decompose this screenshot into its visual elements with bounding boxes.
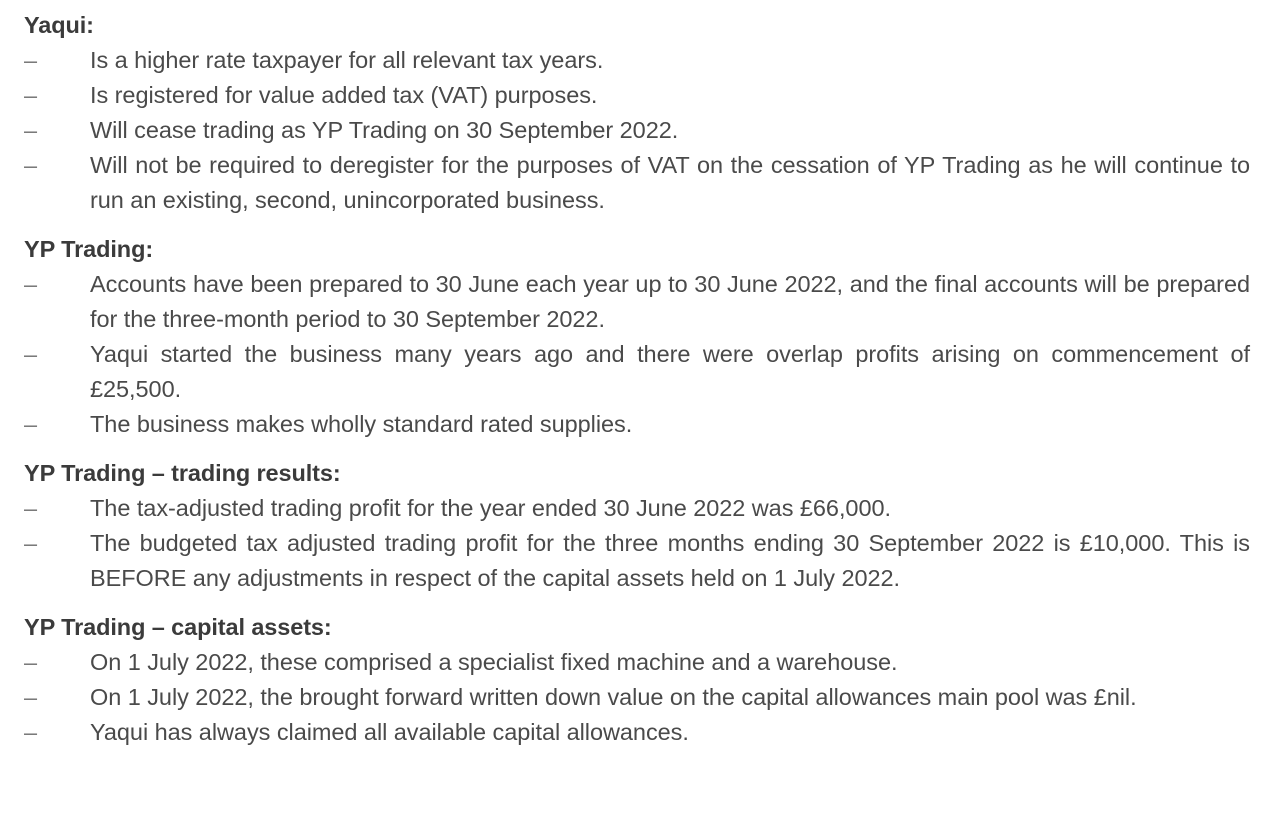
bullet-text: The business makes wholly standard rated supplies. <box>90 411 633 437</box>
bullet-dash-icon: – <box>24 47 38 73</box>
bullet-item <box>24 43 1250 78</box>
section-heading: YP Trading – trading results: <box>24 460 341 486</box>
bullet-item <box>24 113 1250 148</box>
bullet-text: The tax-adjusted trading profit for the year ended 30 June 2022 was £66,000. <box>90 495 891 521</box>
bullet-item <box>24 337 1250 407</box>
bullet-text: Yaqui has always claimed all available capital allowances. <box>90 719 689 745</box>
bullet-item <box>24 267 1250 337</box>
bullet-text: Will cease trading as YP Trading on 30 September 2022. <box>90 117 679 143</box>
bullet-dash-icon: – <box>24 719 38 745</box>
bullet-text: Is a higher rate taxpayer for all relevant tax years. <box>90 47 604 73</box>
section-heading: YP Trading – capital assets: <box>24 614 332 640</box>
bullet-dash-icon: – <box>24 684 38 710</box>
bullet-text: Yaqui started the business many years ago and there were overlap profits arising on commencement of £25,500. <box>90 341 1250 402</box>
bullet-text: The budgeted tax adjusted trading profit for the three months ending 30 September 2022 is £10,000. This is BEFORE any adjustments in respect of the capital assets held on 1 July 2022. <box>90 530 1250 591</box>
bullet-text: Is registered for value added tax (VAT) purposes. <box>90 82 598 108</box>
section-heading: YP Trading: <box>24 236 154 262</box>
bullet-item <box>24 526 1250 596</box>
bullet-item <box>24 491 1250 526</box>
bullet-dash-icon: – <box>24 271 38 297</box>
bullet-list <box>24 645 1250 750</box>
bullet-list <box>24 43 1250 218</box>
document-section <box>24 610 1250 750</box>
document-body <box>24 8 1250 750</box>
bullet-dash-icon: – <box>24 495 38 521</box>
section-heading: Yaqui: <box>24 12 94 38</box>
bullet-dash-icon: – <box>24 411 38 437</box>
document-section <box>24 232 1250 442</box>
document-section <box>24 8 1250 218</box>
bullet-list <box>24 267 1250 442</box>
bullet-item <box>24 407 1250 442</box>
bullet-dash-icon: – <box>24 341 38 367</box>
bullet-text: On 1 July 2022, these comprised a specialist fixed machine and a warehouse. <box>90 649 898 675</box>
bullet-item <box>24 78 1250 113</box>
bullet-item <box>24 715 1250 750</box>
document-section <box>24 456 1250 596</box>
bullet-list <box>24 491 1250 596</box>
bullet-dash-icon: – <box>24 649 38 675</box>
bullet-text: Will not be required to deregister for the purposes of VAT on the cessation of YP Trading as he will continue to run an existing, second, unincorporated business. <box>90 152 1250 213</box>
bullet-item <box>24 680 1250 715</box>
bullet-item <box>24 148 1250 218</box>
bullet-item <box>24 645 1250 680</box>
bullet-dash-icon: – <box>24 152 38 178</box>
bullet-dash-icon: – <box>24 117 38 143</box>
bullet-text: On 1 July 2022, the brought forward written down value on the capital allowances main pool was £nil. <box>90 684 1137 710</box>
bullet-dash-icon: – <box>24 530 38 556</box>
bullet-text: Accounts have been prepared to 30 June each year up to 30 June 2022, and the final accounts will be prepared for the three-month period to 30 September 2022. <box>90 271 1250 332</box>
bullet-dash-icon: – <box>24 82 38 108</box>
